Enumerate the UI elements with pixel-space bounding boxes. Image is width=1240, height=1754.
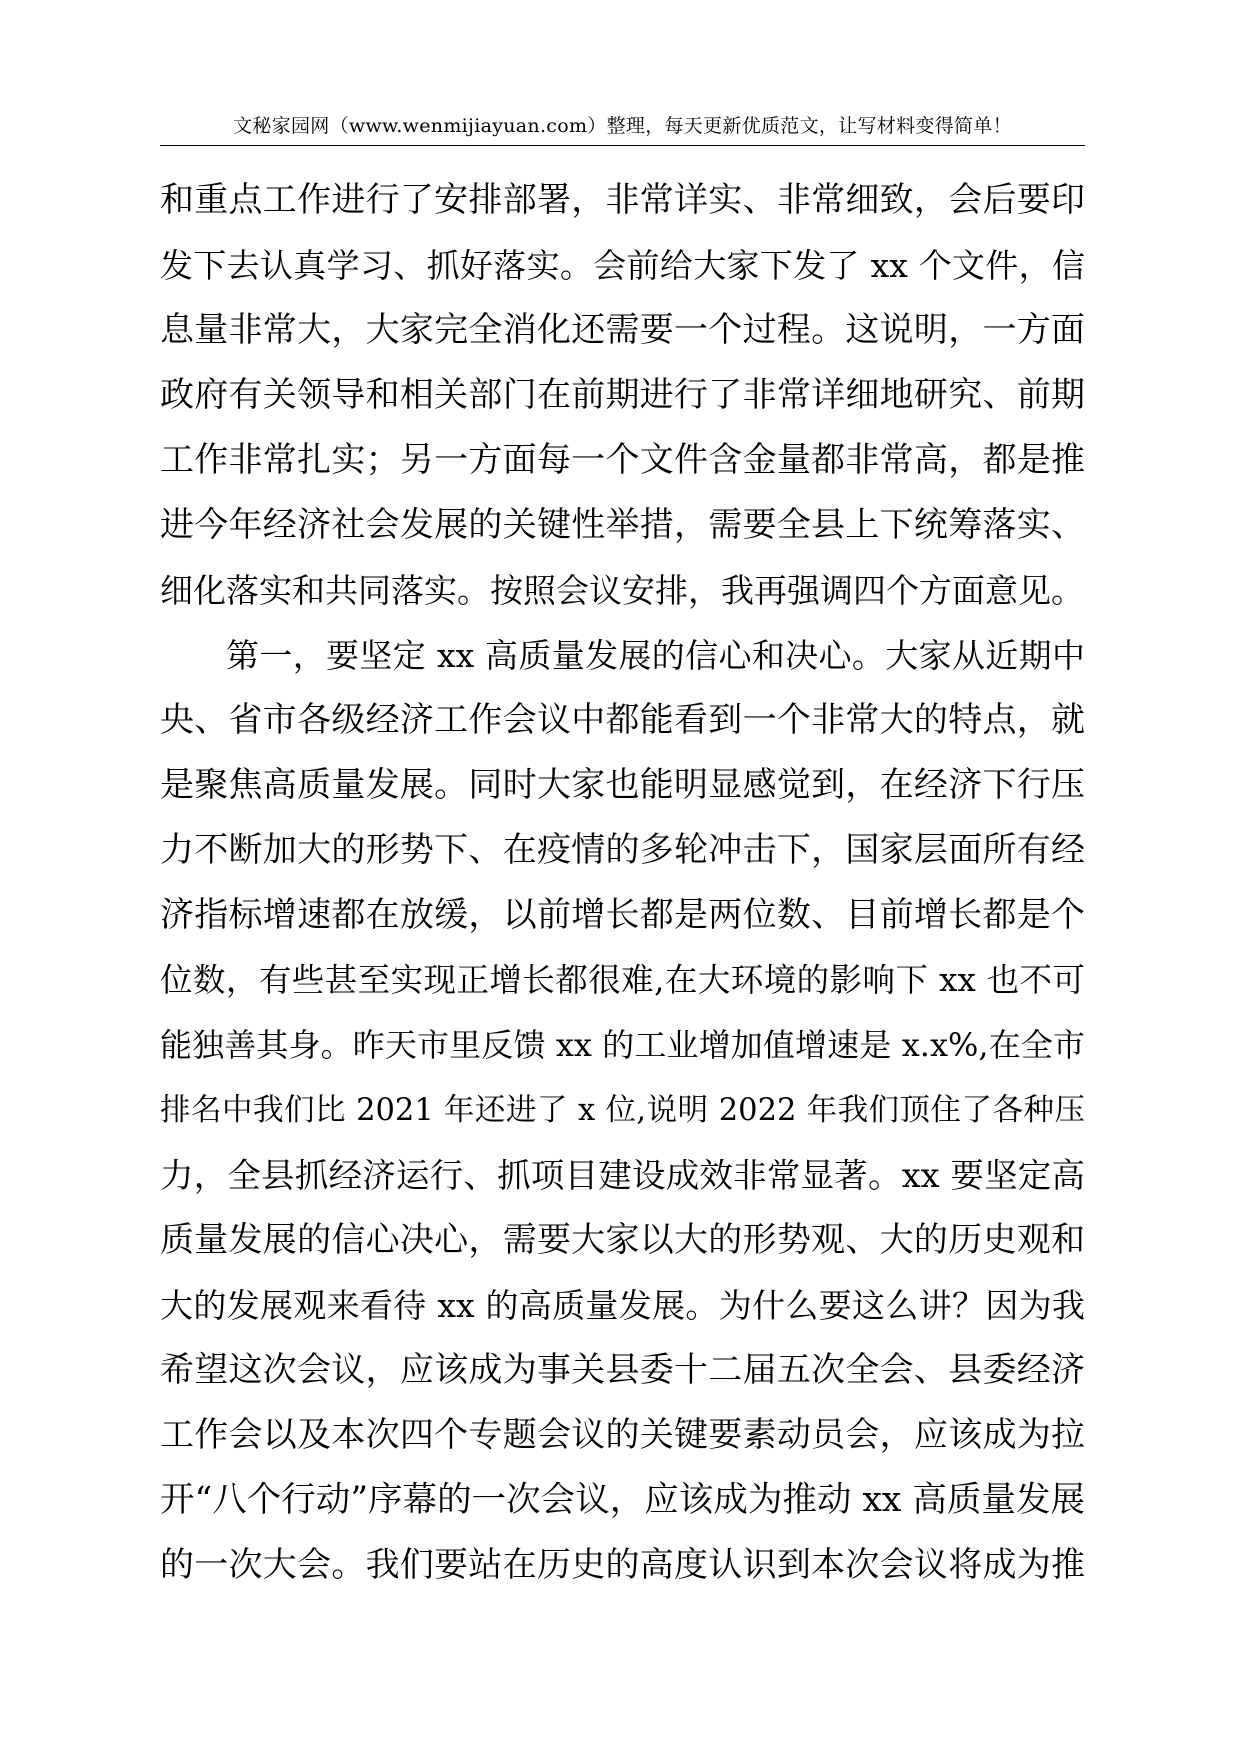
text-line: 和重点工作进行了安排部署，非常详实、非常细致，会后要印 <box>160 180 1085 220</box>
text-line: 发下去认真学习、抓好落实。会前给大家下发了 xx 个文件，信 <box>160 246 1085 285</box>
text-line: 是聚焦高质量发展。同时大家也能明显感觉到，在经济下行压 <box>160 765 1085 805</box>
text-line: 政府有关领导和相关部门在前期进行了非常详细地研究、前期 <box>160 375 1085 415</box>
text-line: 细化落实和共同落实。按照会议安排，我再强调四个方面意见。 <box>160 571 1084 610</box>
text-line: 进今年经济社会发展的关键性举措，需要全县上下统筹落实、 <box>160 505 1085 545</box>
text-line: 大的发展观来看待 xx 的高质量发展。为什么要这么讲？因为我 <box>160 1286 1085 1325</box>
body-text <box>160 168 1085 1598</box>
text-line: 央、省市各级经济工作会议中都能看到一个非常大的特点，就 <box>160 700 1085 740</box>
text-line: 希望这次会议，应该成为事关县委十二届五次全会、县委经济 <box>160 1350 1085 1390</box>
text-line: 开“八个行动”序幕的一次会议，应该成为推动 xx 高质量发展 <box>160 1480 1085 1520</box>
text-line: 工作会以及本次四个专题会议的关键要素动员会，应该成为拉 <box>160 1415 1085 1455</box>
text-line: 济指标增速都在放缓，以前增长都是两位数、目前增长都是个 <box>160 895 1085 935</box>
text-line: 力不断加大的形势下、在疫情的多轮冲击下，国家层面所有经 <box>160 830 1085 870</box>
paragraph-first-line: 第一，要坚定 xx 高质量发展的信心和决心。大家从近期中 <box>226 636 1085 675</box>
text-line: 力，全县抓经济运行、抓项目建设成效非常显著。xx 要坚定高 <box>160 1156 1085 1195</box>
text-line: 工作非常扎实；另一方面每一个文件含金量都非常高，都是推 <box>160 440 1085 480</box>
text-line: 能独善其身。昨天市里反馈 xx 的工业增加值增速是 x.x%,在全市 <box>160 1026 1085 1064</box>
text-line: 排名中我们比 2021 年还进了 x 位,说明 2022 年我们顶住了各种压 <box>160 1093 1085 1128</box>
page-header: 文秘家园网（www.wenmijiayuan.com）整理，每天更新优质范文，让写材料变得简单！ <box>233 115 1012 137</box>
text-line: 位数，有些甚至实现正增长都很难,在大环境的影响下 xx 也不可 <box>160 961 1085 999</box>
text-line: 的一次大会。我们要站在历史的高度认识到本次会议将成为推 <box>160 1545 1085 1585</box>
text-line: 息量非常大，大家完全消化还需要一个过程。这说明，一方面 <box>160 310 1085 350</box>
text-line: 质量发展的信心决心，需要大家以大的形势观、大的历史观和 <box>160 1220 1085 1260</box>
header-divider <box>160 145 1085 146</box>
